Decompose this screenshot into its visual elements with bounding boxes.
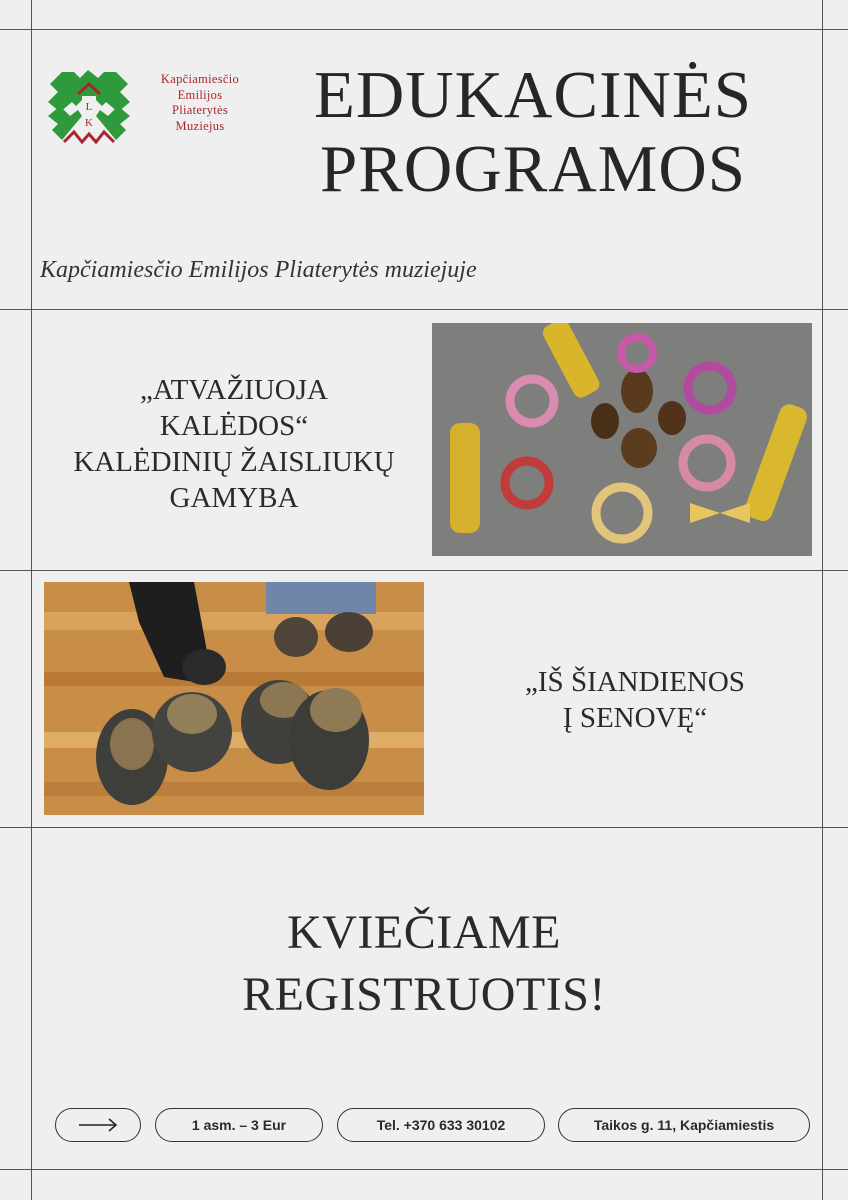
- grid-line-2: [0, 570, 848, 571]
- program-1-line: „ATVAŽIUOJA: [140, 374, 328, 406]
- page-subtitle: Kapčiamiesčio Emilijos Pliaterytės muziejuje: [40, 257, 477, 283]
- page-title: [268, 58, 798, 206]
- arrow-right-icon: [78, 1118, 118, 1132]
- logo-line: Pliaterytės: [171, 103, 229, 117]
- logo-line: Muziejus: [175, 118, 225, 133]
- grid-line-right: [822, 0, 823, 1200]
- program-1-title: [44, 372, 424, 516]
- museum-logo-text: [136, 72, 264, 134]
- christmas-ornaments-photo: [432, 323, 812, 556]
- price-pill: 1 asm. – 3 Eur: [155, 1108, 323, 1142]
- wooden-clogs-photo: [44, 582, 424, 815]
- program-2-title: [470, 664, 800, 736]
- grid-line-3: [0, 827, 848, 828]
- title-line-1: EDUKACINĖS: [313, 58, 753, 132]
- program-1-line: GAMYBA: [169, 482, 299, 514]
- svg-text:K: K: [85, 117, 93, 129]
- grid-line-bottom: [0, 1169, 848, 1170]
- program-1-line: KALĖDINIŲ ŽAISLIUKŲ: [73, 446, 395, 478]
- grid-line-left: [31, 0, 32, 1200]
- cta-line-1: KVIEČIAME: [287, 906, 561, 959]
- logo-line: Emilijos: [177, 87, 223, 102]
- phone-pill: Tel. +370 633 30102: [337, 1108, 545, 1142]
- cta-line-2: REGISTRUOTIS!: [242, 968, 606, 1021]
- arrow-button[interactable]: [55, 1108, 141, 1142]
- grid-line-top: [0, 29, 848, 30]
- title-line-2: PROGRAMOS: [319, 132, 747, 206]
- museum-logo-icon: [44, 66, 134, 148]
- program-1-line: KALĖDOS“: [159, 410, 309, 442]
- call-to-action: [100, 902, 748, 1026]
- logo-line: Kapčiamiesčio: [160, 72, 240, 86]
- svg-text:L: L: [85, 101, 93, 113]
- address-pill: Taikos g. 11, Kapčiamiestis: [558, 1108, 810, 1142]
- program-2-line: „IŠ ŠIANDIENOS: [525, 666, 745, 698]
- program-2-line: Į SENOVĘ“: [562, 702, 708, 734]
- grid-line-1: [0, 309, 848, 310]
